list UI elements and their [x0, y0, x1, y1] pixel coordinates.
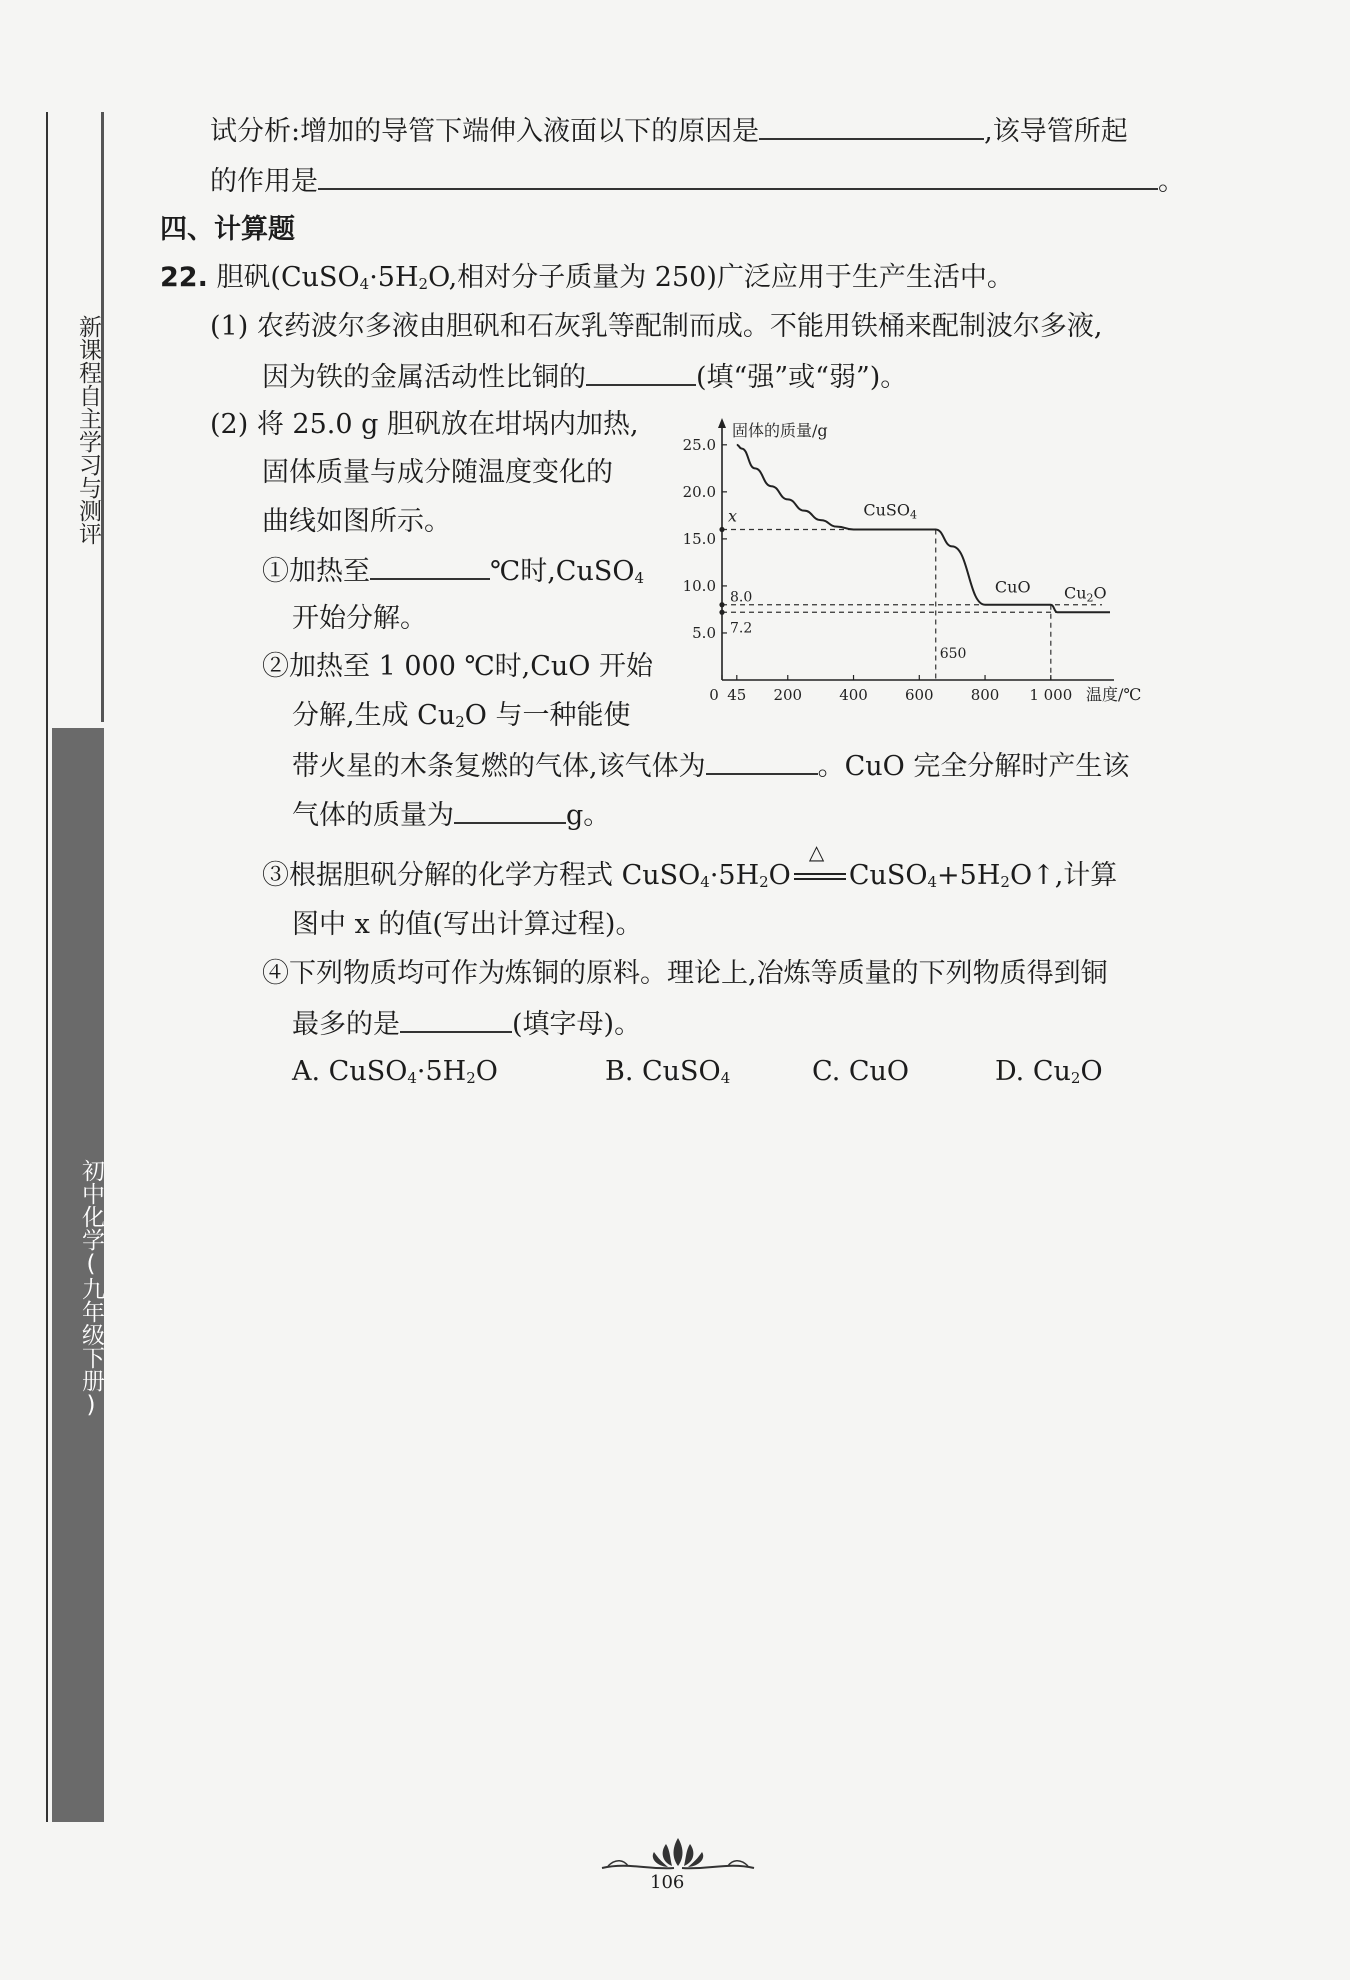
- cuso4-label: CuSO4: [863, 500, 918, 522]
- option-d-text: D. Cu: [995, 1056, 1071, 1087]
- subscript: 2: [418, 275, 429, 293]
- q21-line2: [210, 160, 1185, 202]
- answer-blank[interactable]: [318, 160, 1158, 190]
- y-tick-label: 10.0: [682, 576, 716, 595]
- sidebar-rule: [46, 112, 48, 1822]
- option-b[interactable]: [605, 1052, 730, 1098]
- answer-blank[interactable]: [370, 550, 490, 580]
- q22-sub2-text: 。CuO 完全分解时产生该: [817, 751, 1130, 782]
- answer-blank[interactable]: [400, 1003, 512, 1033]
- page-number: 106: [650, 1872, 685, 1893]
- y-tick-label: 20.0: [682, 482, 716, 501]
- q22-sub4-line2: [292, 1003, 641, 1045]
- subscript: 4: [700, 873, 710, 891]
- q22-sub1-text: ①加热至: [262, 556, 370, 587]
- sidebar-subject-label: 初中化学(九年级下册): [52, 728, 104, 1822]
- subscript: 2: [455, 713, 465, 731]
- q22-sub2-text: 气体的质量为: [292, 800, 454, 831]
- answer-blank[interactable]: [706, 745, 818, 775]
- option-b-text: B. CuSO: [605, 1056, 721, 1087]
- q22-stem-text: 胆矾(CuSO: [216, 262, 360, 293]
- chart-ticks: [683, 436, 1073, 704]
- chart-labels: [728, 500, 1107, 662]
- y-tick-label: 25.0: [682, 435, 716, 454]
- q22-sub3-line2: 图中 x 的值(写出计算过程)。: [292, 909, 643, 940]
- q22-sub2-text: 分解,生成 Cu: [292, 700, 456, 731]
- q22-sub2-line4: [292, 794, 610, 836]
- q22-part1-tail: (填“强”或“弱”)。: [696, 362, 908, 393]
- x-tick-label: 800: [970, 686, 1000, 704]
- q21-line1-tail: ,该导管所起: [984, 116, 1128, 147]
- x-tick-label: 600: [904, 686, 934, 704]
- question-number: 22.: [160, 262, 208, 293]
- option-a[interactable]: [292, 1052, 498, 1098]
- q22-part1-line1: (1) 农药波尔多液由胆矾和石灰乳等配制而成。不能用铁桶来配制波尔多液,: [210, 311, 1103, 342]
- q22-part2-line1: (2) 将 25.0 g 胆矾放在坩埚内加热,: [210, 409, 639, 440]
- level-dot: [719, 527, 724, 532]
- option-a-text: ·5H: [416, 1056, 467, 1087]
- option-a-text: A. CuSO: [292, 1056, 408, 1087]
- y-axis-arrow-icon: [718, 418, 726, 428]
- heat-arrow: [791, 840, 849, 896]
- equals-sign: [794, 873, 846, 880]
- q22-sub4-text: 最多的是: [292, 1009, 400, 1040]
- q22-sub1-line2: 开始分解。: [292, 603, 427, 634]
- answer-blank[interactable]: [759, 110, 984, 140]
- level-dot: [719, 602, 724, 607]
- q21-line2-tail: 。: [1158, 166, 1185, 197]
- subscript: 2: [1070, 1069, 1081, 1087]
- q22-part1-line2: [262, 356, 907, 398]
- chart-axes: [718, 418, 1141, 704]
- subscript: 4: [634, 569, 645, 587]
- q22-sub2-text: O 与一种能使: [464, 700, 631, 731]
- subscript: 2: [466, 1069, 476, 1087]
- q21-line1: [210, 110, 1128, 152]
- q22-sub2-text: g。: [566, 800, 611, 831]
- mass-temperature-chart: [668, 412, 1168, 712]
- x-tick-label: 400: [839, 686, 868, 704]
- q22-stem-text: ·5H: [369, 262, 419, 293]
- q22-sub3-text: ③根据胆矾分解的化学方程式 CuSO: [262, 860, 701, 891]
- q22-sub1-text: ℃时,CuSO: [490, 556, 635, 587]
- q22-sub3-text: +5H: [937, 860, 1001, 891]
- subscript: 4: [407, 1069, 417, 1087]
- x-tick-label: 0: [709, 686, 719, 704]
- section-heading: 四、计算题: [160, 214, 295, 245]
- chart-guides: [719, 527, 1102, 680]
- q22-sub2-line2: [292, 696, 630, 742]
- q22-part1-text: 因为铁的金属活动性比铜的: [262, 362, 586, 393]
- option-a-text: O: [475, 1056, 498, 1087]
- q22-sub2-line3: [292, 745, 1129, 787]
- answer-blank[interactable]: [454, 794, 566, 824]
- mass-curve: [737, 445, 1110, 612]
- level-8-label: 8.0: [730, 589, 753, 606]
- q22-sub3-line1: [262, 840, 1118, 902]
- x-tick-label: 1 000: [1029, 686, 1073, 704]
- q21-line2-text: 的作用是: [210, 166, 318, 197]
- y-tick-label: 5.0: [692, 623, 716, 642]
- option-d[interactable]: [995, 1052, 1103, 1098]
- cuo-label: CuO: [994, 577, 1031, 597]
- x-tick-label: 200: [773, 686, 803, 704]
- option-d-text: O: [1080, 1056, 1103, 1087]
- q22-sub3-text: ·5H: [709, 860, 760, 891]
- subscript: 2: [759, 873, 769, 891]
- sidebar-book-title: 新课程自主学习与测评: [52, 112, 104, 722]
- q22-part2-line2: 固体质量与成分随温度变化的: [262, 457, 613, 488]
- y-axis-label: 固体的质量/g: [732, 421, 828, 440]
- q22-sub3-text: CuSO: [848, 860, 928, 891]
- footer-ornament-icon: [598, 1832, 758, 1876]
- x-axis-label: 温度/℃: [1086, 685, 1142, 704]
- x-marker-label: x: [728, 506, 738, 526]
- q22-sub4-text: (填字母)。: [512, 1009, 642, 1040]
- heat-symbol: △: [808, 840, 825, 864]
- subscript: 2: [1000, 873, 1010, 891]
- level-7-2-label: 7.2: [730, 620, 753, 637]
- cu2o-label: Cu2O: [1063, 583, 1107, 605]
- chart-series: [737, 445, 1110, 612]
- q22-sub3-text: O: [768, 860, 791, 891]
- q22-stem-text: O,相对分子质量为 250)广泛应用于生产生活中。: [428, 262, 1014, 293]
- q21-line1-text: 试分析:增加的导管下端伸入液面以下的原因是: [210, 116, 760, 147]
- option-c[interactable]: C. CuO: [812, 1056, 910, 1087]
- q22-sub4-line1: ④下列物质均可作为炼铜的原料。理论上,冶炼等质量的下列物质得到铜: [262, 958, 1108, 989]
- level-dot: [719, 610, 724, 615]
- q22-sub2-line1: ②加热至 1 000 ℃时,CuO 开始: [262, 651, 654, 682]
- x-tick-label: 45: [727, 686, 747, 704]
- temp-650-label: 650: [939, 646, 967, 662]
- q22-sub2-text: 带火星的木条复燃的气体,该气体为: [292, 751, 706, 782]
- q22-sub3-text: O↑,计算: [1009, 860, 1118, 891]
- y-tick-label: 15.0: [682, 529, 716, 548]
- subscript: 4: [720, 1069, 731, 1087]
- q22-part2-line3: 曲线如图所示。: [262, 506, 451, 537]
- subscript: 4: [359, 275, 370, 293]
- q22-sub1-line1: [262, 550, 644, 598]
- q22-stem: [160, 258, 1014, 304]
- subscript: 4: [927, 873, 938, 891]
- answer-blank[interactable]: [586, 356, 696, 386]
